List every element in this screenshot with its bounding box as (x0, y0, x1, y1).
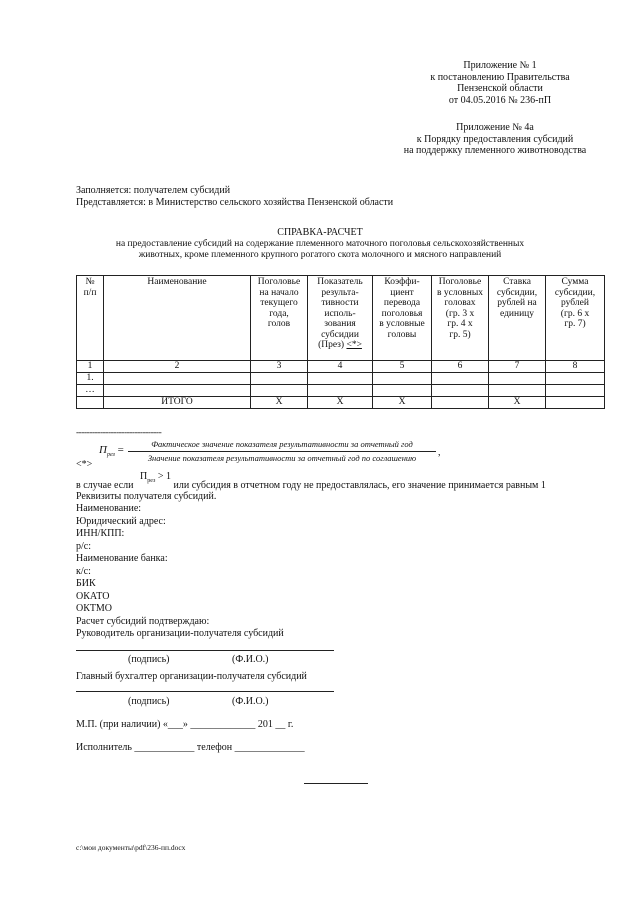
requisite-name: Наименование: (76, 503, 142, 514)
table-number-row (77, 361, 605, 373)
header-col-5: Коэффи- циент перевода поголовья в условные головы (373, 276, 432, 361)
table-header-row (77, 276, 605, 361)
table-cell[interactable] (489, 385, 546, 397)
table-row (77, 385, 605, 397)
table-cell[interactable] (104, 373, 251, 385)
table-cell: 1. (77, 373, 104, 385)
formula-p: $П_{рез}$ = (99, 444, 124, 459)
header-col-8: Сумма субсидии, рублей (гр. 6 х гр. 7) (546, 276, 605, 361)
footnote-mark: <*> (76, 459, 93, 470)
appendix-1-line: к постановлению Правительства (430, 71, 570, 83)
table-row (77, 373, 605, 385)
sign-label: (подпись) (128, 696, 170, 707)
table-cell[interactable] (546, 373, 605, 385)
header-col-3: Поголовье на начало текущего года, голов (251, 276, 308, 361)
requisite-okato: ОКАТО (76, 591, 110, 602)
file-path: c:\мои документы\pdf\236-пп.docx (76, 843, 186, 852)
footnote-link[interactable]: <*> (346, 340, 362, 350)
table-total-row (77, 397, 605, 409)
filled-by: Заполняется: получателем субсидий (76, 185, 231, 196)
table-cell[interactable] (251, 385, 308, 397)
appendix-4a-line: к Порядку предоставления субсидий (416, 133, 574, 145)
appendix-1-block (410, 60, 590, 106)
head-signature-line[interactable] (76, 650, 334, 651)
header-col-4: Показатель результа- тивности исполь- зования субсидии (През) <*> (308, 276, 373, 361)
doc-subtitle-1: на предоставление субсидий на содержание племенного маточного поголовья сельскохозяйственных (115, 239, 525, 249)
requisite-corr-account: к/с: (76, 566, 91, 577)
table-cell: 6 (432, 361, 489, 373)
appendix-4a-line: Приложение № 4а (456, 122, 534, 133)
requisites-title: Реквизиты получателя субсидий. (76, 491, 217, 502)
separator-line (304, 783, 368, 784)
appendix-4a-line: на поддержку племенного животноводства (403, 145, 587, 156)
table-cell: 3 (251, 361, 308, 373)
formula-denominator: Значение показателя результативности за отчетный год по соглашению (147, 453, 417, 463)
table-cell: Х (308, 397, 373, 409)
table-cell: 8 (546, 361, 605, 373)
table-cell: Х (373, 397, 432, 409)
appendix-1-line: от 04.05.2016 № 236-пП (448, 94, 552, 106)
calculation-table (76, 275, 605, 409)
sign-label: (подпись) (128, 654, 170, 665)
header-col-6: Поголовье в условных головах (гр. 3 х гр. 4 х гр. 5) (432, 276, 489, 361)
table-cell: Х (251, 397, 308, 409)
head-label: Руководитель организации-получателя субсидий (76, 628, 284, 639)
confirm-text: Расчет субсидий подтверждаю: (76, 616, 210, 627)
appendix-4a-block (390, 122, 600, 157)
formula-numerator: Фактическое значение показателя результативности за отчетный год (151, 439, 413, 449)
table-cell[interactable] (373, 385, 432, 397)
header-col-1: № п/п (77, 276, 104, 361)
header-col-2: Наименование (104, 276, 251, 361)
footnote-dashes: -------------------------------- (76, 428, 162, 438)
header-col-7: Ставка субсидии, рублей на единицу (489, 276, 546, 361)
table-cell[interactable] (308, 385, 373, 397)
fio-label: (Ф.И.О.) (232, 654, 269, 665)
doc-title: СПРАВКА-РАСЧЕТ (277, 227, 363, 238)
requisite-account: р/с: (76, 541, 91, 552)
table-cell[interactable] (546, 385, 605, 397)
submitted-to: Представляется: в Министерство сельского хозяйства Пензенской области (76, 197, 394, 208)
table-cell (77, 397, 104, 409)
table-cell[interactable] (104, 385, 251, 397)
accountant-signature-line[interactable] (76, 691, 334, 692)
requisite-oktmo: ОКТМО (76, 603, 112, 614)
doc-subtitle-2: животных, кроме племенного крупного рогатого скота молочного и мясного направлений (138, 250, 502, 260)
table-cell[interactable] (432, 373, 489, 385)
requisite-bik: БИК (76, 578, 96, 589)
table-cell[interactable] (251, 373, 308, 385)
table-cell[interactable] (546, 397, 605, 409)
requisite-address: Юридический адрес: (76, 516, 166, 527)
table-cell: 4 (308, 361, 373, 373)
table-cell: ИТОГО (104, 397, 251, 409)
fraction-bar (128, 451, 436, 452)
table-cell: 5 (373, 361, 432, 373)
table-cell: 7 (489, 361, 546, 373)
table-cell: 2 (104, 361, 251, 373)
requisite-bank: Наименование банка: (76, 553, 168, 564)
executor-line[interactable]: Исполнитель ____________ телефон ______________ (76, 742, 305, 753)
table-cell[interactable] (373, 373, 432, 385)
condition-text: в случае если $П_{рез} > 1$ или субсидия в отчетном году не предоставлялась, его значение принимается равным 1 (76, 471, 546, 491)
table-cell: … (77, 385, 104, 397)
appendix-1-line: Пензенской области (457, 83, 543, 94)
requisite-inn: ИНН/КПП: (76, 528, 125, 539)
table-cell[interactable] (432, 397, 489, 409)
formula-comma: , (438, 447, 441, 458)
stamp-date-line[interactable]: М.П. (при наличии) «___» _____________ 201 __ г. (76, 719, 294, 730)
table-cell[interactable] (432, 385, 489, 397)
fio-label: (Ф.И.О.) (232, 696, 269, 707)
table-cell[interactable] (489, 373, 546, 385)
appendix-1-line: Приложение № 1 (463, 60, 537, 71)
table-cell[interactable] (308, 373, 373, 385)
table-cell: Х (489, 397, 546, 409)
accountant-label: Главный бухгалтер организации-получателя субсидий (76, 671, 307, 682)
table-cell: 1 (77, 361, 104, 373)
